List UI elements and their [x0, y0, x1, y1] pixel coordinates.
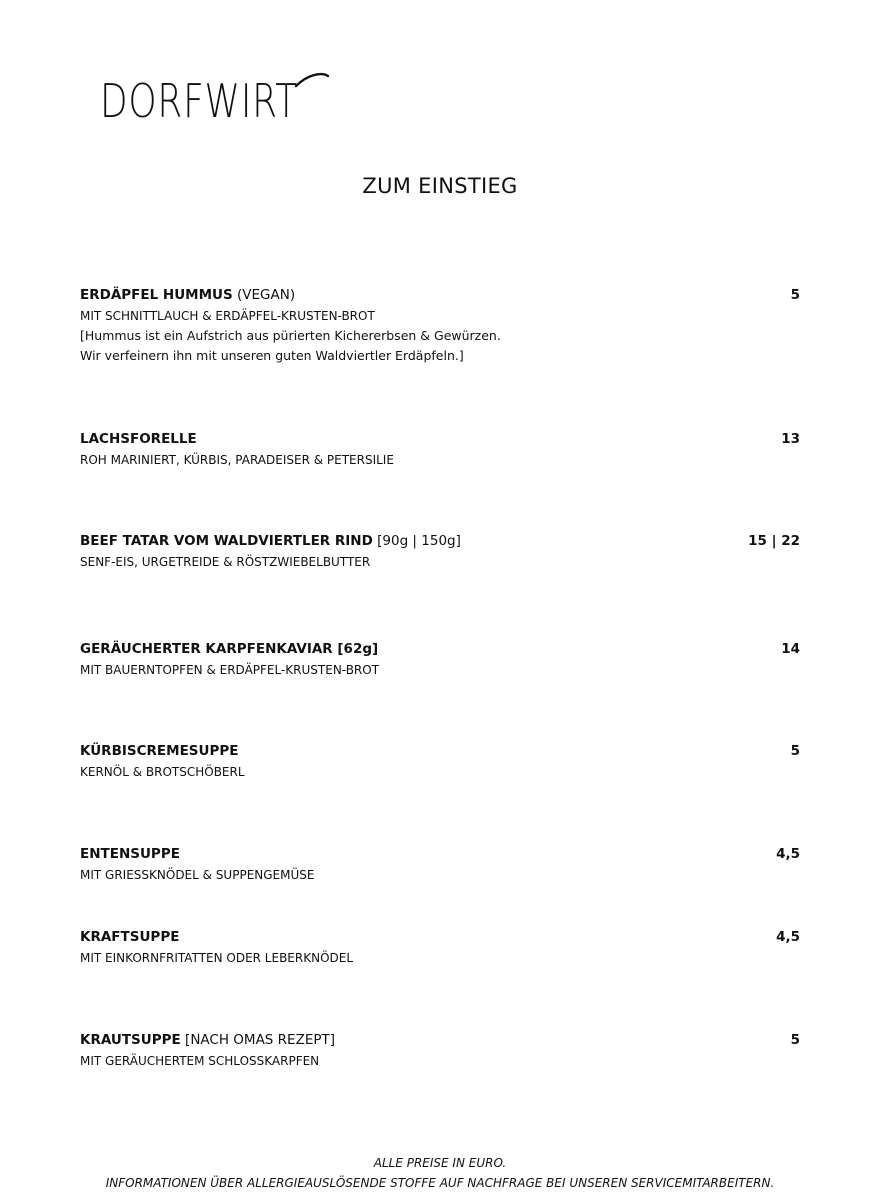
logo-swash-icon [100, 68, 340, 140]
item-name: GERÄUCHERTER KARPFENKAVIAR [62g] [80, 641, 379, 657]
item-description: KERNÖL & BROTSCHÖBERL [80, 765, 245, 779]
item-name: ERDÄPFEL HUMMUS (VEGAN) [80, 287, 296, 303]
item-price: 5 [790, 1032, 800, 1048]
menu-item [80, 1030, 800, 1071]
item-note: [90g | 150g] [372, 533, 461, 549]
item-price: 14 [781, 641, 800, 657]
item-price: 4,5 [776, 846, 800, 862]
footer-line: ALLE PREISE IN EURO. [373, 1156, 507, 1170]
item-description: MIT GERÄUCHERTEM SCHLOSSKARPFEN [80, 1054, 320, 1068]
item-note: (VEGAN) [232, 287, 296, 303]
item-price: 5 [790, 287, 800, 303]
menu-item [80, 927, 800, 968]
menu-item [80, 639, 800, 680]
item-name: KRAFTSUPPE [80, 929, 180, 945]
item-name: KÜRBISCREMESUPPE [80, 743, 239, 759]
menu-item [80, 285, 800, 366]
brand-logo-text: DORFWIRT [100, 74, 298, 128]
item-name: ENTENSUPPE [80, 846, 180, 862]
section-title: ZUM EINSTIEG [362, 174, 518, 198]
brand-logo [100, 68, 340, 140]
footer-notice [0, 1153, 880, 1193]
item-note: [NACH OMAS REZEPT] [180, 1032, 336, 1048]
menu-item [80, 429, 800, 470]
item-extra-line: [Hummus ist ein Aufstrich aus pürierten Kichererbsen & Gewürzen. [80, 328, 501, 343]
item-price: 4,5 [776, 929, 800, 945]
item-description: SENF-EIS, URGETREIDE & RÖSTZWIEBELBUTTER [80, 555, 371, 569]
item-name: LACHSFORELLE [80, 431, 197, 447]
item-description: ROH MARINIERT, KÜRBIS, PARADEISER & PETERSILIE [80, 453, 394, 467]
menu-item [80, 741, 800, 782]
item-price: 13 [781, 431, 800, 447]
item-description: MIT GRIESSKNÖDEL & SUPPENGEMÜSE [80, 868, 315, 882]
menu-item [80, 844, 800, 885]
item-name: BEEF TATAR VOM WALDVIERTLER RIND [90g | 150g] [80, 533, 461, 549]
item-description: MIT SCHNITTLAUCH & ERDÄPFEL-KRUSTEN-BROT [80, 309, 375, 323]
item-description: MIT BAUERNTOPFEN & ERDÄPFEL-KRUSTEN-BROT [80, 663, 380, 677]
menu-item [80, 531, 800, 572]
item-name: KRAUTSUPPE [NACH OMAS REZEPT] [80, 1032, 336, 1048]
item-price: 15 | 22 [748, 533, 800, 549]
item-price: 5 [790, 743, 800, 759]
item-extra-line: Wir verfeinern ihn mit unseren guten Waldviertler Erdäpfeln.] [80, 348, 464, 363]
item-description: MIT EINKORNFRITATTEN ODER LEBERKNÖDEL [80, 951, 354, 965]
footer-line: INFORMATIONEN ÜBER ALLERGIEAUSLÖSENDE STOFFE AUF NACHFRAGE BEI UNSEREN SERVICEMITARBEITERN. [105, 1176, 775, 1190]
